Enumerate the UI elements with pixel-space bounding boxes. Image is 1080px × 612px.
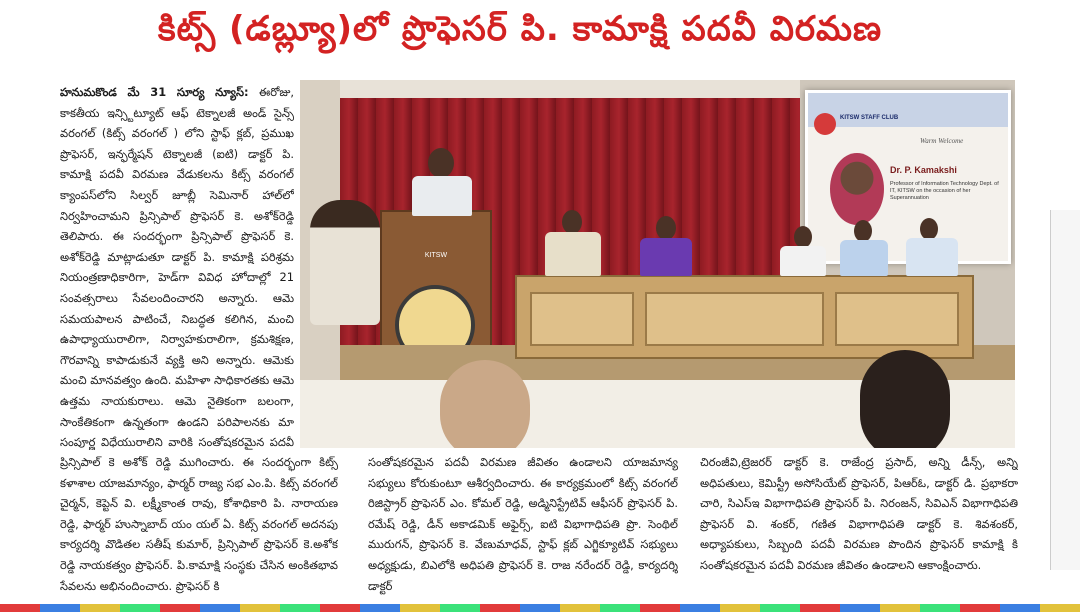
guest-3 (780, 246, 826, 276)
screen-portrait (830, 153, 884, 225)
screen-logo-icon (814, 113, 836, 135)
adjacent-column-edge (1050, 210, 1080, 570)
podium-label: KITSW (424, 252, 448, 259)
screen-name: Dr. P. Kamakshi (890, 165, 957, 175)
dateline: హనుమకొండ మే 31 సూర్య న్యూస్: (60, 85, 249, 99)
headline: కిట్స్ (డబ్ల్యూ)లో ప్రొఫెసర్ పి. కామాక్షి పదవీ విరమణ (157, 9, 883, 49)
guest-5 (906, 238, 958, 276)
guest-1 (545, 232, 601, 276)
audience-head-1 (440, 360, 530, 448)
article-column-1-continued (60, 452, 338, 602)
screen-banner-text: KITSW STAFF CLUB (840, 115, 899, 121)
article-paragraph-1: ఈరోజు, కాకతీయ ఇన్స్టిట్యూట్ ఆఫ్ టెక్నాలజీ అండ్ సైన్స్ వరంగల్ (కిట్స్ వరంగల్ ) లోని స్టాఫ్ క్లబ్, ప్రముఖ ప్రొఫెసర్, ఇన్ఫర్మేషన్ టెక్నాలజీ (ఐటి) డాక్టర్ పి. కామాక్షి పదవీ విరమణ వేడుకలను కిట్స్ వరంగల్ క్యాంపస్‌లోని సిల్వర్ జూబ్లీ సెమినార్ హాల్‌లో నిర్వహించామని ప్రిన్సిపాల్ ప్రొఫెసర్ కె. అశోక్‌రెడ్డి తెలిపారు. ఈ సందర్భంగా ప్రిన్సిపాల్ ప్రొఫెసర్ కె. అశోక్‌రెడ్డి మాట్లాడుతూ డాక్టర్ పి. కామాక్షి పరిశ్రమ నియంత్రణాధికారిగా, హెడ్‌గా వివిధ హోదాల్లో 21 సంవత్సరాలు సేవలందించారని అన్నారు. ఆమె సమయపాలన పాటించే, నిబద్ధత కలిగిన, మంచి ఉపాధ్యాయురాలిగా, నిర్వాహకురాలిగా, క్రమశిక్షణ, గౌరవాన్ని కాపాడుకునే వ్యక్తి అని అన్నారు. ఆమెకు మంచి మానవత్వం ఉంది. మహిళా సాధికారతకు ఆమె ఉత్తమ నాయకురాలు. ఆమె నైతికంగా బలంగా, సాంకేతికంగా ఉన్నతంగా ఉండని పరిపాలనకు మా సంపూర్ణ విధేయురాలిని వారికి సంతోషకరమైన పదవీ (60, 85, 294, 450)
article-column-2 (368, 452, 678, 602)
guest-4 (840, 240, 888, 276)
guest-2 (640, 238, 692, 276)
page-bottom-strip (0, 604, 1080, 612)
statue (310, 200, 380, 325)
article-paragraph-2: ప్రిన్సిపాల్ కె అశోక్ రెడ్డి ముగించారు. ఈ సందర్భంగా కిట్స్ కళాశాల యాజమాన్యం, ఫార్మర్ రాజ్య సభ ఎం.పి. కిట్స్ వరంగల్ చైర్మన్, కెప్టెన్ వి. లక్ష్మీకాంత రావు, కోశాధికారి పి. నారాయణ రెడ్డి, ఫార్మర్ హుస్నాబాద్ యం యల్ ఏ. కిట్స్ వరంగల్ అదనపు కార్యదర్శి వొడితల సతీష్ కుమార్, ప్రిన్సిపాల్ ప్రొఫెసర్ కె.అశోక రెడ్డి నాయకత్వం ప్రొఫెసర్. పి.కామాక్షి సంస్థకు చేసిన అంకితభావ సేవలను అభినందించారు. ప్రొఫెసర్ కి (60, 455, 338, 593)
article-paragraph-4: చిరంజీవి,ట్రెజరర్ డాక్టర్ కె. రాజేంద్ర ప్రసాద్, అన్ని డీన్స్, అన్ని అధిపతులు, కెమిస్ట్రీ అసోసియేట్ ప్రొఫెసర్, పిఆర్ఓ, డాక్టర్ డి. ప్రభాకరా చారి, సిఎస్ఇ విభాగాధిపతి ప్రొఫెసర్ పి. నిరంజన్, సివిఎన్ విభాగాధిపతి ప్రొఫెసర్ వి. శంకర్, గణిత విభాగాధిపతి డాక్టర్ కె. శివశంకర్, అధ్యాపకులు, సిబ్బంది పదవీ విరమణ పొందిన ప్రొఫెసర్ కామాక్షి కి సంతోషకరమైన పదవీ విరమణ జీవితం ఉండాలని ఆకాంక్షించారు. (700, 455, 1018, 572)
table-panel-1 (530, 292, 634, 346)
screen-greeting: Warm Welcome (920, 137, 964, 145)
guest-3-head (794, 226, 812, 248)
speaker-head (428, 148, 454, 178)
audience-head-2 (860, 350, 950, 448)
guest-4-head (854, 220, 872, 242)
speaker (412, 176, 472, 216)
article-column-1 (60, 82, 294, 450)
guest-2-head (656, 216, 676, 240)
article-column-3 (700, 452, 1018, 602)
screen-banner (808, 93, 1008, 127)
article-paragraph-3: సంతోషకరమైన పదవీ విరమణ జీవితం ఉండాలని యాజమాన్య సభ్యులు కోరుకుంటూ ఆశీర్వదించారు. ఈ కార్యక్రమంలో కిట్స్ వరంగల్ రిజిస్ట్రార్ ప్రొఫెసర్ ఎం. కోమల్ రెడ్డి, అడ్మినిస్ట్రేటివ్ ఆఫీసర్ ప్రొఫెసర్ పి. రమేష్ రెడ్డి, డీన్ అకాడమిక్ అఫైర్స్, ఐటి విభాగాధిపతి ప్రొ. సెంథిల్ మురుగన్, ప్రొఫెసర్ కె. వేణుమాధవ్, స్టాఫ్ క్లబ్ ఎగ్జిక్యూటివ్ సభ్యులు అధ్యక్షుడు, బిఎలోకి అధిపతి ప్రొఫెసర్ కె. రాజ నరేందర్ రెడ్డి, కార్యదర్శి డాక్టర్ (368, 455, 678, 593)
guest-1-head (562, 210, 582, 234)
guest-5-head (920, 218, 938, 240)
screen-subtitle: Professor of Information Technology Dept. of IT, KITSW on the occasion of her Superannuation (890, 181, 999, 201)
table-panel-3 (835, 292, 959, 346)
event-photo (300, 80, 1015, 448)
table-panel-2 (645, 292, 824, 346)
